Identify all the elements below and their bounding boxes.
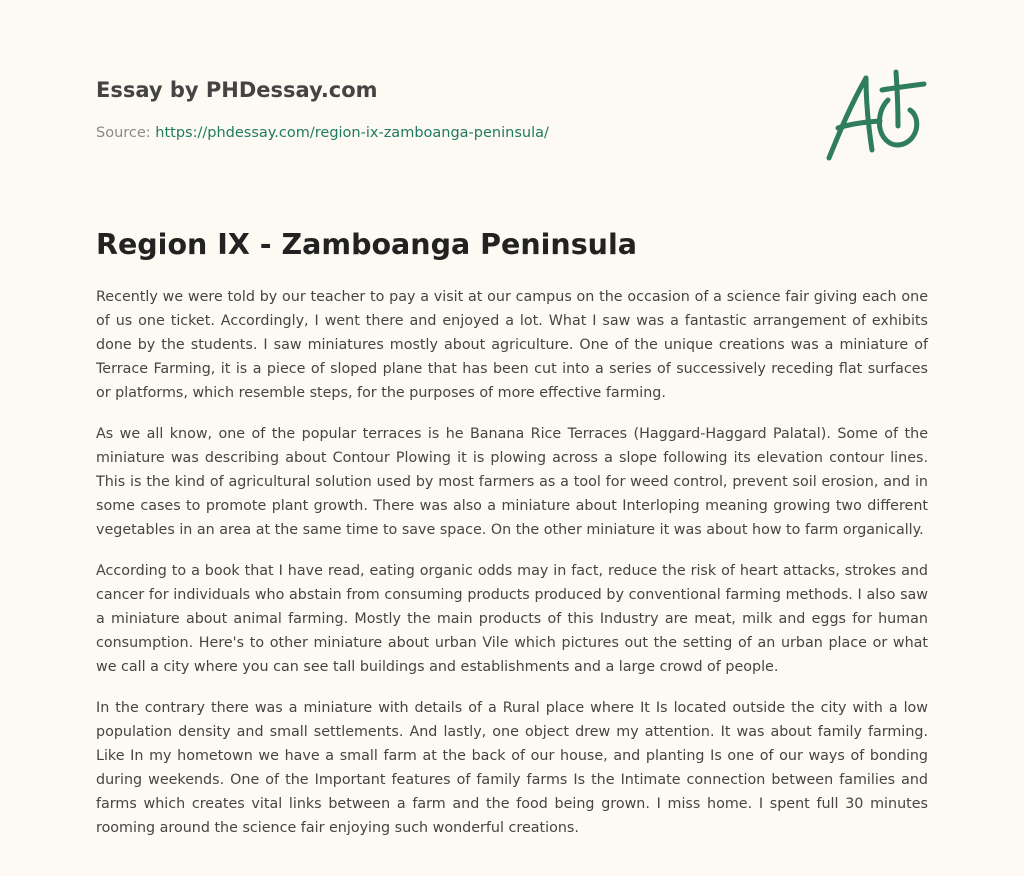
essay-page xyxy=(96,0,928,836)
page-header xyxy=(96,0,928,200)
source-label: Source: xyxy=(96,125,156,141)
essay-paragraph: As we all know, one of the popular terraces is he Banana Rice Terraces (Haggard-Haggard Palatal). Some of the miniature was describing about Contour Plowing it is plowing across a slope following its elevation contour lines. This is the kind of agricultural solution used by most farmers as a tool for weed control, prevent soil erosion, and in some cases to promote plant growth. There was also a miniature about Interloping meaning growing two different vegetables in an area at the same time to save space. On the other miniature it was about how to farm organically. xyxy=(96,426,928,538)
essay-paragraph: According to a book that I have read, eating organic odds may in fact, reduce the risk of heart attacks, strokes and cancer for individuals who abstain from consuming products produced by conventional farming methods. I also saw a miniature about animal farming. Mostly the main products of this Industry are meat, milk and eggs for human consumption. Here's to other miniature about urban Vile which pictures out the setting of an urban place or what we call a city where you can see tall buildings and establishments and a large crowd of people. xyxy=(96,563,928,675)
source-line xyxy=(96,123,549,143)
essay-paragraph: Recently we were told by our teacher to pay a visit at our campus on the occasion of a science fair giving each one of us one ticket. Accordingly, I went there and enjoyed a lot. What I saw was a fantastic arrangement of exhibits done by the students. I saw miniatures mostly about agriculture. One of the unique creations was a miniature of Terrace Farming, it is a piece of sloped plane that has been cut into a series of successively receding flat surfaces or platforms, which resemble steps, for the purposes of more effective farming. xyxy=(96,289,928,401)
source-link[interactable]: https://phdessay.com/region-ix-zamboanga-peninsula/ xyxy=(155,125,549,141)
essay-title: Region IX - Zamboanga Peninsula xyxy=(96,228,637,261)
essay-body xyxy=(96,285,928,857)
a-plus-logo-icon xyxy=(824,66,928,166)
essay-paragraph: In the contrary there was a miniature with details of a Rural place where It Is located outside the city with a low population density and small settlements. And lastly, one object drew my attention. It was about family farming. Like In my hometown we have a small farm at the back of our house, and planting Is one of our ways of bonding during weekends. One of the Important features of family farms Is the Intimate connection between families and farms which creates vital links between a farm and the food being grown. I miss home. I spent full 30 minutes rooming around the science fair enjoying such wonderful creations. xyxy=(96,700,928,836)
site-brand: Essay by PHDessay.com xyxy=(96,78,378,102)
